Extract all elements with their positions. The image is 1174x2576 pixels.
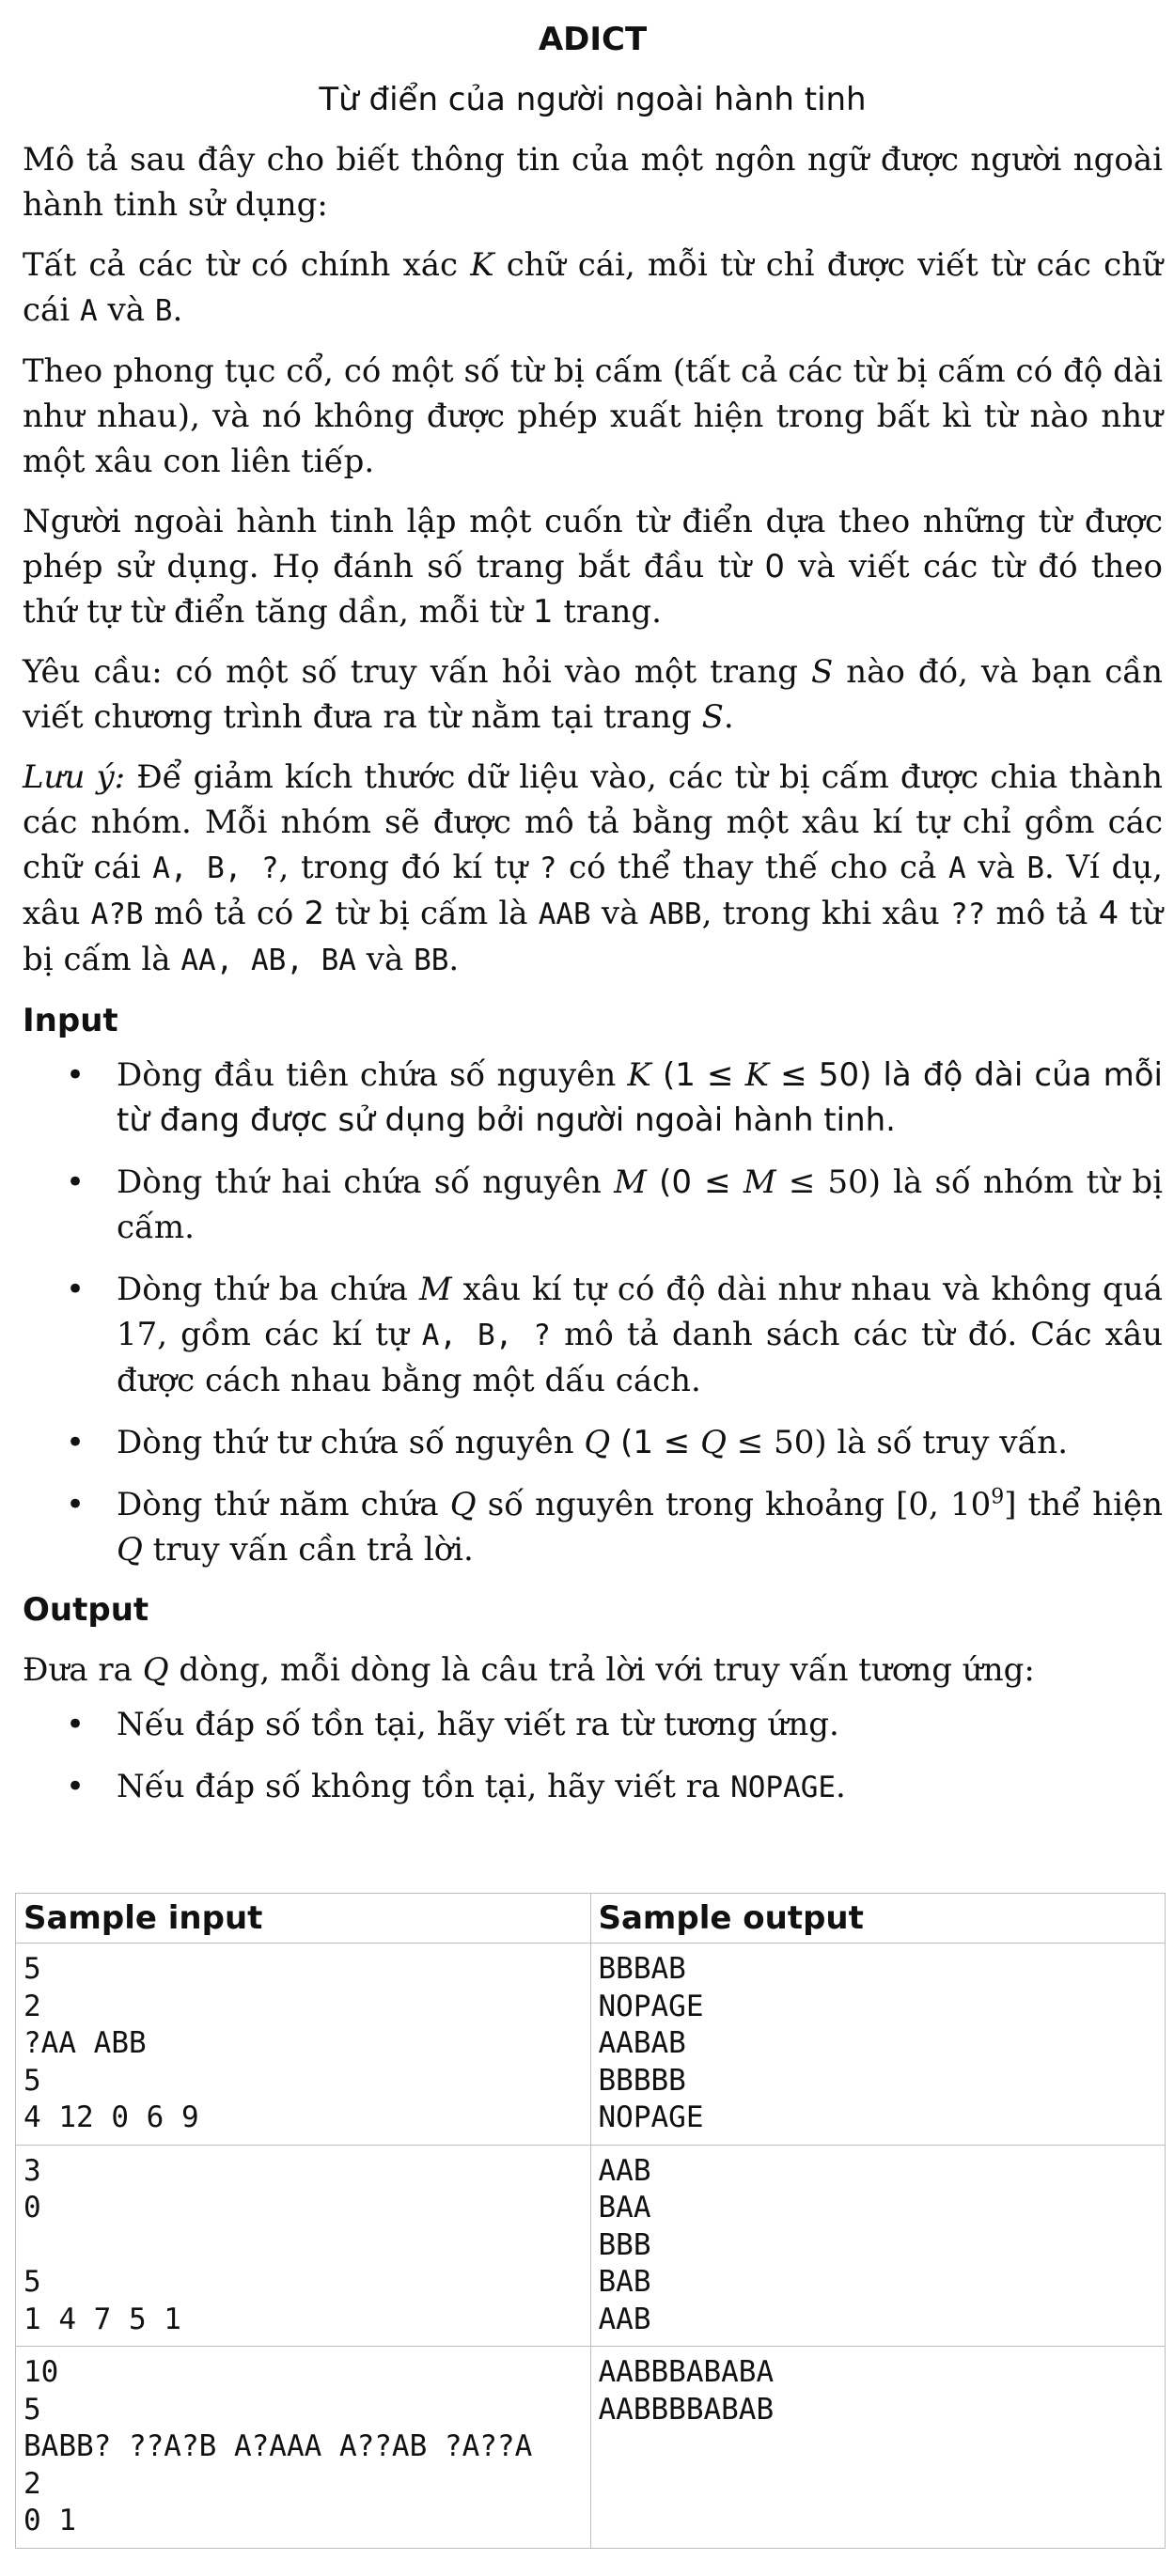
input-list <box>23 1053 1163 1572</box>
samples-header-row <box>16 1894 1166 1944</box>
sample-input-line: ?AA ABB <box>23 2026 147 2060</box>
note-text: từ bị cấm là <box>23 895 1164 978</box>
sample-input-cell <box>16 2145 591 2347</box>
sample-output-line: BBB <box>598 2227 651 2262</box>
number-one: 1 <box>532 593 554 631</box>
sample-input-line: 4 12 0 6 9 <box>23 2100 199 2134</box>
intro-paragraph-1 <box>23 137 1163 227</box>
sample-output-line <box>599 2466 1158 2504</box>
item-text: Nếu đáp số tồn tại, hãy viết ra từ tương ứng. <box>117 1706 839 1743</box>
sample-row <box>16 2347 1166 2549</box>
note-text: mô tả có <box>143 895 305 932</box>
output-item <box>23 1702 1163 1747</box>
sample-input-line: BABB? ??A?B A?AAA A??AB ?A??A <box>23 2429 533 2463</box>
intro-text: trang. <box>553 593 662 631</box>
note-text: từ bị cấm là <box>324 895 539 932</box>
sample-output-line <box>599 2428 1158 2466</box>
variable: K <box>744 1056 770 1094</box>
bullet-icon: • <box>66 1706 86 1743</box>
item-text: xâu kí tự có độ dài như nhau và không quá 17, gồm các kí tự <box>117 1271 1163 1353</box>
variable: Q <box>700 1424 727 1461</box>
variable-k: K <box>470 246 494 284</box>
sample-input-line: 0 <box>23 2191 41 2225</box>
variable: M <box>614 1163 647 1201</box>
variable: Q <box>584 1424 611 1461</box>
sample-input-line: 5 <box>23 1952 41 1986</box>
sample-row <box>16 2145 1166 2347</box>
code-nopage: NOPAGE <box>730 1771 837 1804</box>
sample-input-cell <box>16 1944 591 2146</box>
sample-output-line: BBBBB <box>598 2063 686 2098</box>
sample-output-cell <box>590 2145 1166 2347</box>
output-intro <box>23 1647 1163 1693</box>
sample-output-line: AAB <box>598 2153 651 2188</box>
intro-text: Theo phong tục cổ, có một số từ bị cấm (tất cả các từ bị cấm có độ dài như nhau), và nó không được phép xuất hiện trong bất kì từ nào như một xâu con liên tiếp. <box>23 352 1163 480</box>
output-text: Đưa ra <box>23 1651 143 1689</box>
sample-input-cell <box>16 2347 591 2549</box>
sample-output-line: NOPAGE <box>598 2100 704 2134</box>
sample-input-line <box>23 2227 583 2265</box>
item-text: ] thể hiện <box>1004 1486 1163 1523</box>
intro-text: và <box>97 291 155 329</box>
input-item <box>23 1267 1163 1403</box>
sample-output-line: AAB <box>598 2302 651 2336</box>
bullet-icon: • <box>66 1768 86 1805</box>
code-question: ? <box>539 851 557 885</box>
sample-output-cell <box>590 2347 1166 2549</box>
bullet-icon: • <box>66 1424 86 1461</box>
note-text: , trong khi xâu <box>701 895 950 932</box>
variable: M <box>418 1271 452 1308</box>
intro-paragraph-2 <box>23 242 1163 334</box>
variable: M <box>743 1163 776 1201</box>
output-text: dòng, mỗi dòng là câu trả lời với truy vấn tương ứng: <box>168 1651 1035 1689</box>
intro-text: . <box>723 698 734 736</box>
input-item <box>23 1482 1163 1572</box>
page-subtitle: Từ điển của người ngoài hành tinh <box>319 81 867 118</box>
intro-text: và viết các từ đó theo thứ tự từ điển tăng dần, mỗi từ <box>23 548 1164 631</box>
sample-input-line: 0 1 <box>23 2504 76 2537</box>
samples-table <box>15 1893 1166 2549</box>
sample-input-header: Sample input <box>16 1894 591 1944</box>
variable: K <box>627 1056 651 1094</box>
bullet-icon: • <box>66 1271 86 1308</box>
sample-output-line: AABBBABABA <box>598 2355 775 2389</box>
bullet-icon: • <box>66 1163 86 1201</box>
number-two: 2 <box>304 895 325 932</box>
code-chars: A, B, ? <box>421 1319 551 1352</box>
variable: Q <box>117 1531 143 1569</box>
note-paragraph <box>23 755 1163 983</box>
number-four: 4 <box>1098 895 1119 932</box>
code-chars: A, B, ? <box>152 851 279 885</box>
number-zero: 0 <box>764 548 786 585</box>
input-heading: Input <box>23 1002 118 1039</box>
input-item <box>23 1053 1163 1143</box>
sample-output-line <box>599 2503 1158 2540</box>
note-text: . Ví dụ, xâu <box>23 849 1163 932</box>
page-title: ADICT <box>538 21 648 58</box>
code-example-2: ?? <box>950 898 986 931</box>
code-letter-b: B <box>154 294 173 328</box>
intro-text: Người ngoài hành tinh lập một cuốn từ điển dựa theo những từ được phép sử dụng. Họ đánh số trang bắt đầu từ <box>23 503 1163 585</box>
bullet-icon: • <box>66 1486 86 1523</box>
item-text: ≤ 50) là độ dài của mỗi từ đang được sử dụng bởi người ngoài hành tinh. <box>117 1056 1164 1139</box>
sample-output-cell <box>590 1944 1166 2146</box>
note-label: Lưu ý: <box>23 758 126 796</box>
sample-output-line: AABBBBABAB <box>598 2392 775 2427</box>
sample-input-line: 2 <box>23 2466 41 2501</box>
variable-q: Q <box>142 1651 169 1689</box>
variable-s: S <box>701 698 724 736</box>
sample-output-line: NOPAGE <box>598 1989 704 2023</box>
item-text: (0 ≤ <box>646 1163 744 1201</box>
item-text: Dòng thứ năm chứa <box>117 1486 450 1523</box>
item-text: (1 ≤ <box>650 1056 745 1094</box>
note-text: . <box>448 941 460 978</box>
exponent: 9 <box>991 1485 1005 1509</box>
code-letter-a: A <box>80 294 98 328</box>
note-text: , trong đó kí tự <box>278 849 540 886</box>
code-word-3: AA, AB, BA <box>180 944 356 977</box>
intro-paragraph-5 <box>23 649 1163 740</box>
sample-output-line: AABAB <box>598 2026 686 2060</box>
intro-text: . <box>172 291 183 329</box>
sample-output-line: BBBAB <box>598 1952 686 1986</box>
sample-input-line: 1 4 7 5 1 <box>23 2302 181 2336</box>
intro-paragraph-4 <box>23 499 1163 634</box>
sample-row <box>16 1944 1166 2146</box>
intro-text: nào đó, và bạn cần viết chương trình đưa ra từ nằm tại trang <box>23 653 1163 736</box>
item-text: mô tả danh sách các từ đó. Các xâu được cách nhau bằng một dấu cách. <box>117 1316 1163 1399</box>
note-text: Để giảm kích thước dữ liệu vào, các từ bị cấm được chia thành các nhóm. Mỗi nhóm sẽ được mô tả bằng một xâu kí tự chỉ gồm các chữ cái <box>23 758 1163 886</box>
intro-text: Mô tả sau đây cho biết thông tin của một ngôn ngữ được người ngoài hành tinh sử dụng: <box>23 141 1163 224</box>
output-heading: Output <box>23 1591 149 1629</box>
input-item <box>23 1160 1163 1250</box>
code-letter-a: A <box>947 851 966 885</box>
item-text: (1 ≤ <box>610 1424 701 1461</box>
item-text: Dòng đầu tiên chứa số nguyên <box>117 1056 628 1094</box>
item-text: ≤ 50) là số truy vấn. <box>726 1424 1068 1461</box>
sample-output-header: Sample output <box>590 1894 1166 1944</box>
input-item <box>23 1420 1163 1465</box>
item-text: . <box>836 1768 846 1805</box>
item-text: Dòng thứ hai chứa số nguyên <box>117 1163 615 1201</box>
item-text: ≤ 50) là số nhóm từ bị cấm. <box>117 1163 1163 1246</box>
item-text: truy vấn cần trả lời. <box>142 1531 474 1569</box>
variable-s: S <box>810 653 834 691</box>
intro-text: chữ cái, mỗi từ chỉ được viết từ các chữ cái <box>23 246 1163 329</box>
intro-text: Yêu cầu: có một số truy vấn hỏi vào một trang <box>23 653 811 691</box>
problem-statement <box>23 0 1163 1827</box>
intro-text: Tất cả các từ có chính xác <box>23 246 471 284</box>
code-word-1: AAB <box>538 898 591 931</box>
bullet-icon: • <box>66 1056 86 1094</box>
note-text: và <box>965 849 1027 886</box>
sample-input-line: 5 <box>23 2392 41 2427</box>
output-item <box>23 1764 1163 1810</box>
sample-input-line: 3 <box>23 2153 41 2188</box>
note-text: có thể thay thế cho cả <box>556 849 948 886</box>
sample-input-line: 2 <box>23 1989 41 2023</box>
code-example-1: A?B <box>90 898 144 931</box>
item-text: Dòng thứ tư chứa số nguyên <box>117 1424 585 1461</box>
intro-paragraph-3 <box>23 349 1163 484</box>
sample-input-line: 5 <box>23 2063 41 2098</box>
sample-input-line: 5 <box>23 2265 41 2299</box>
note-text: và <box>590 895 650 932</box>
note-text: và <box>355 941 415 978</box>
sample-output-line: BAB <box>598 2265 651 2299</box>
variable: Q <box>449 1486 477 1523</box>
note-text: mô tả <box>985 895 1099 932</box>
item-text: số nguyên trong khoảng [0, 10 <box>476 1486 992 1523</box>
code-word-2: ABB <box>649 898 702 931</box>
sample-output-line: BAA <box>598 2191 651 2225</box>
sample-input-line: 10 <box>23 2355 59 2389</box>
code-letter-b: B <box>1026 851 1045 885</box>
code-word-4: BB <box>414 944 449 977</box>
samples-body <box>16 1944 1166 2549</box>
item-text: Nếu đáp số không tồn tại, hãy viết ra <box>117 1768 731 1805</box>
output-list <box>23 1702 1163 1810</box>
item-text: Dòng thứ ba chứa <box>117 1271 419 1308</box>
